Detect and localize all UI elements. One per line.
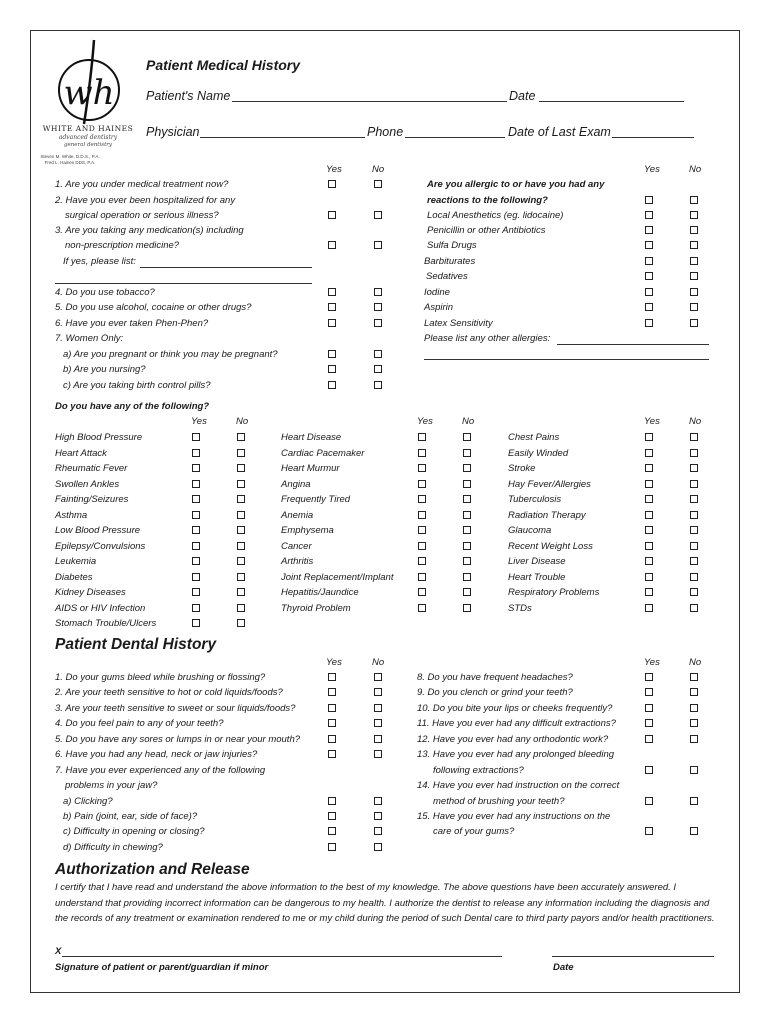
condition-yes-checkbox[interactable] (645, 495, 653, 503)
med-q1: 1. Are you under medical treatment now? (55, 179, 229, 190)
logo-monogram-icon (44, 38, 136, 126)
condition-label: Glaucoma (508, 525, 552, 536)
condition-label: Diabetes (55, 572, 93, 583)
condition-label: Swollen Ankles (55, 479, 120, 490)
med-q3-yes-checkbox[interactable] (328, 241, 336, 249)
condition-yes-checkbox[interactable] (192, 449, 200, 457)
condition-label: Heart Disease (281, 432, 342, 443)
med-q7c-yes-checkbox[interactable] (328, 381, 336, 389)
dental-yes-checkbox[interactable] (645, 719, 653, 727)
condition-label: Emphysema (281, 525, 334, 536)
col-no-2: No (689, 164, 702, 175)
physician-field[interactable] (200, 137, 365, 138)
condition-no-checkbox[interactable] (463, 464, 471, 472)
dental-q7: 7. Have you ever experienced any of the following (55, 765, 266, 776)
allergy-item: Aspirin (424, 302, 454, 313)
dental-no-checkbox[interactable] (374, 719, 382, 727)
dental-no-checkbox[interactable] (374, 735, 382, 743)
dental-yes-checkbox[interactable] (645, 827, 653, 835)
allergy-no-checkbox[interactable] (690, 319, 698, 327)
allergy-yes-checkbox[interactable] (645, 226, 653, 234)
condition-no-checkbox[interactable] (237, 526, 245, 534)
condition-yes-checkbox[interactable] (418, 480, 426, 488)
condition-label: Epilepsy/Convulsions (55, 541, 146, 552)
condition-label: Fainting/Seizures (55, 494, 129, 505)
med-q7c: c) Are you taking birth control pills? (63, 380, 211, 391)
cond-col-yes-3: Yes (644, 416, 660, 427)
allergy-question-1: Are you allergic to or have you had any (427, 179, 605, 190)
med-q1-yes-checkbox[interactable] (328, 180, 336, 188)
dental-q8: 8. Do you have frequent headaches? (417, 672, 573, 683)
dental-yes-checkbox[interactable] (645, 673, 653, 681)
dental-q7b: b) Pain (joint, ear, side of face)? (63, 811, 198, 822)
med-q5-no-checkbox[interactable] (374, 303, 382, 311)
medication-list-field[interactable] (140, 267, 312, 268)
condition-yes-checkbox[interactable] (418, 433, 426, 441)
dental-yes-checkbox[interactable] (645, 688, 653, 696)
logo-doctor-2: Fred L. Haines DDS, P.A. (44, 160, 96, 165)
condition-label: Heart Murmur (281, 463, 340, 474)
condition-no-checkbox[interactable] (463, 526, 471, 534)
dental-no-checkbox[interactable] (374, 673, 382, 681)
condition-label: Recent Weight Loss (508, 541, 593, 552)
other-allergies-field[interactable] (557, 344, 709, 345)
dental-yes-checkbox[interactable] (328, 797, 336, 805)
med-q3: 3. Are you taking any medication(s) including (55, 225, 244, 236)
condition-no-checkbox[interactable] (463, 542, 471, 550)
med-q7b-yes-checkbox[interactable] (328, 365, 336, 373)
dental-q13-cont: following extractions? (433, 765, 524, 776)
condition-no-checkbox[interactable] (463, 573, 471, 581)
dental-no-checkbox[interactable] (374, 750, 382, 758)
signature-date-label: Date (553, 962, 574, 973)
col-no-1: No (372, 164, 385, 175)
condition-label: Heart Trouble (508, 572, 566, 583)
condition-yes-checkbox[interactable] (418, 464, 426, 472)
condition-yes-checkbox[interactable] (418, 542, 426, 550)
allergy-no-checkbox[interactable] (690, 211, 698, 219)
practice-logo (40, 38, 136, 178)
conditions-heading: Do you have any of the following? (55, 401, 210, 412)
med-q7b-no-checkbox[interactable] (374, 365, 382, 373)
cond-col-no-3: No (689, 416, 702, 427)
condition-yes-checkbox[interactable] (192, 588, 200, 596)
condition-no-checkbox[interactable] (463, 604, 471, 612)
allergy-yes-checkbox[interactable] (645, 241, 653, 249)
dental-q12: 12. Have you ever had any orthodontic work? (417, 734, 609, 745)
col-yes-2: Yes (644, 164, 660, 175)
physician-label: Physician (146, 125, 200, 139)
logo-tagline-1: advanced dentistry (58, 134, 118, 141)
condition-label: Cancer (281, 541, 312, 552)
condition-yes-checkbox[interactable] (192, 619, 200, 627)
med-q7a: a) Are you pregnant or think you may be pregnant? (63, 349, 278, 360)
med-q4-no-checkbox[interactable] (374, 288, 382, 296)
auth-heading: Authorization and Release (55, 861, 250, 878)
allergy-no-checkbox[interactable] (690, 226, 698, 234)
condition-no-checkbox[interactable] (237, 433, 245, 441)
dental-q15-cont: care of your gums? (433, 826, 515, 837)
med-q5: 5. Do you use alcohol, cocaine or other drugs? (55, 302, 252, 313)
condition-label: Cardiac Pacemaker (281, 448, 365, 459)
condition-no-checkbox[interactable] (237, 480, 245, 488)
allergy-no-checkbox[interactable] (690, 257, 698, 265)
med-q1-no-checkbox[interactable] (374, 180, 382, 188)
condition-no-checkbox[interactable] (690, 542, 698, 550)
condition-yes-checkbox[interactable] (192, 604, 200, 612)
condition-label: Frequently Tired (281, 494, 351, 505)
condition-no-checkbox[interactable] (463, 511, 471, 519)
med-q7a-yes-checkbox[interactable] (328, 350, 336, 358)
condition-no-checkbox[interactable] (463, 449, 471, 457)
med-q7b: b) Are you nursing? (63, 364, 146, 375)
dental-yes-checkbox[interactable] (645, 704, 653, 712)
condition-label: Joint Replacement/Implant (281, 572, 394, 583)
condition-label: Chest Pains (508, 432, 560, 443)
med-q3-no-checkbox[interactable] (374, 241, 382, 249)
condition-label: Stomach Trouble/Ulcers (55, 618, 157, 629)
date-label: Date (509, 89, 536, 103)
condition-yes-checkbox[interactable] (192, 557, 200, 565)
med-q4-yes-checkbox[interactable] (328, 288, 336, 296)
condition-yes-checkbox[interactable] (192, 511, 200, 519)
cond-col-no-1: No (236, 416, 249, 427)
cond-col-yes-2: Yes (417, 416, 433, 427)
condition-yes-checkbox[interactable] (418, 604, 426, 612)
med-q4: 4. Do you use tobacco? (55, 287, 155, 298)
condition-label: Thyroid Problem (281, 603, 351, 614)
dental-no-checkbox[interactable] (690, 704, 698, 712)
condition-no-checkbox[interactable] (237, 449, 245, 457)
condition-no-checkbox[interactable] (463, 557, 471, 565)
allergy-item: Barbiturates (424, 256, 476, 267)
med-q2-yes-checkbox[interactable] (328, 211, 336, 219)
dental-q14: 14. Have you ever had instruction on the correct (417, 780, 620, 791)
condition-yes-checkbox[interactable] (192, 526, 200, 534)
med-q2-cont: surgical operation or serious illness? (65, 210, 219, 221)
condition-no-checkbox[interactable] (463, 495, 471, 503)
dental-no-checkbox[interactable] (374, 704, 382, 712)
condition-yes-checkbox[interactable] (192, 495, 200, 503)
condition-label: AIDS or HIV Infection (55, 603, 146, 614)
allergy-yes-checkbox[interactable] (645, 257, 653, 265)
allergy-item: Latex Sensitivity (424, 318, 493, 329)
allergy-yes-checkbox[interactable] (645, 211, 653, 219)
condition-yes-checkbox[interactable] (192, 433, 200, 441)
med-q2: 2. Have you ever been hospitalized for any (55, 195, 236, 206)
dental-col-no-1: No (372, 657, 385, 668)
allergy-no-checkbox[interactable] (690, 241, 698, 249)
other-allergies-label: Please list any other allergies: (424, 333, 551, 344)
condition-no-checkbox[interactable] (690, 495, 698, 503)
condition-no-checkbox[interactable] (237, 573, 245, 581)
med-q6: 6. Have you ever taken Phen-Phen? (55, 318, 209, 329)
dental-col-yes-2: Yes (644, 657, 660, 668)
col-yes-1: Yes (326, 164, 342, 175)
condition-yes-checkbox[interactable] (645, 480, 653, 488)
signature-field[interactable] (62, 956, 502, 957)
dental-no-checkbox[interactable] (374, 797, 382, 805)
med-q7a-no-checkbox[interactable] (374, 350, 382, 358)
condition-label: Anemia (281, 510, 314, 521)
allergy-no-checkbox[interactable] (690, 303, 698, 311)
allergy-no-checkbox[interactable] (690, 288, 698, 296)
allergy-yes-checkbox[interactable] (645, 272, 653, 280)
dental-q7a: a) Clicking? (63, 796, 113, 807)
dental-heading: Patient Dental History (55, 636, 217, 653)
dental-q14-cont: method of brushing your teeth? (433, 796, 565, 807)
condition-yes-checkbox[interactable] (192, 573, 200, 581)
condition-label: Liver Disease (508, 556, 566, 567)
condition-yes-checkbox[interactable] (645, 511, 653, 519)
condition-yes-checkbox[interactable] (192, 480, 200, 488)
condition-no-checkbox[interactable] (690, 480, 698, 488)
allergy-item: Iodine (424, 287, 450, 298)
condition-no-checkbox[interactable] (690, 526, 698, 534)
dental-q7-cont: problems in your jaw? (65, 780, 158, 791)
dental-no-checkbox[interactable] (690, 673, 698, 681)
signature-label: Signature of patient or parent/guardian if minor (55, 962, 269, 973)
med-q6-yes-checkbox[interactable] (328, 319, 336, 327)
allergy-no-checkbox[interactable] (690, 272, 698, 280)
condition-no-checkbox[interactable] (463, 433, 471, 441)
condition-yes-checkbox[interactable] (645, 588, 653, 596)
allergy-item: Sulfa Drugs (427, 240, 477, 251)
dental-no-checkbox[interactable] (374, 843, 382, 851)
med-q2-no-checkbox[interactable] (374, 211, 382, 219)
condition-no-checkbox[interactable] (237, 511, 245, 519)
condition-label: Asthma (55, 510, 88, 521)
logo-tagline-2: general dentistry (63, 142, 113, 148)
med-q7: 7. Women Only: (55, 333, 124, 344)
cond-col-no-2: No (462, 416, 475, 427)
dental-col-no-2: No (689, 657, 702, 668)
condition-yes-checkbox[interactable] (418, 449, 426, 457)
dental-yes-checkbox[interactable] (328, 812, 336, 820)
condition-label: Kidney Diseases (55, 587, 126, 598)
allergy-item: Sedatives (426, 271, 468, 282)
dental-no-checkbox[interactable] (690, 827, 698, 835)
condition-no-checkbox[interactable] (237, 604, 245, 612)
cond-col-yes-1: Yes (191, 416, 207, 427)
condition-no-checkbox[interactable] (237, 542, 245, 550)
condition-no-checkbox[interactable] (690, 464, 698, 472)
dental-q11: 11. Have you ever had any difficult extractions? (417, 718, 616, 729)
dental-no-checkbox[interactable] (690, 688, 698, 696)
dental-q2: 2. Are your teeth sensitive to hot or cold liquids/foods? (55, 687, 283, 698)
condition-yes-checkbox[interactable] (645, 557, 653, 565)
condition-no-checkbox[interactable] (237, 588, 245, 596)
condition-label: Tuberculosis (508, 494, 562, 505)
condition-yes-checkbox[interactable] (645, 604, 653, 612)
condition-yes-checkbox[interactable] (645, 464, 653, 472)
condition-yes-checkbox[interactable] (418, 511, 426, 519)
condition-label: STDs (508, 603, 532, 614)
date-field[interactable] (539, 101, 684, 102)
condition-no-checkbox[interactable] (690, 588, 698, 596)
signature-date-field[interactable] (552, 956, 714, 957)
condition-yes-checkbox[interactable] (418, 573, 426, 581)
allergy-reactions-no-checkbox[interactable] (690, 196, 698, 204)
dental-no-checkbox[interactable] (690, 735, 698, 743)
dental-yes-checkbox[interactable] (328, 688, 336, 696)
dental-q9: 9. Do you clench or grind your teeth? (417, 687, 573, 698)
condition-label: Hay Fever/Allergies (508, 479, 591, 490)
condition-label: Heart Attack (55, 448, 107, 459)
medication-list-field-2[interactable] (55, 283, 312, 284)
condition-yes-checkbox[interactable] (645, 526, 653, 534)
dental-no-checkbox[interactable] (690, 766, 698, 774)
dental-no-checkbox[interactable] (374, 827, 382, 835)
allergy-yes-checkbox[interactable] (645, 288, 653, 296)
dental-yes-checkbox[interactable] (328, 735, 336, 743)
condition-no-checkbox[interactable] (237, 495, 245, 503)
allergy-item: Penicillin or other Antibiotics (427, 225, 546, 236)
condition-label: Angina (281, 479, 311, 490)
dental-yes-checkbox[interactable] (328, 719, 336, 727)
condition-no-checkbox[interactable] (690, 433, 698, 441)
med-q3-list-label: If yes, please list: (63, 256, 136, 267)
condition-no-checkbox[interactable] (463, 588, 471, 596)
dental-yes-checkbox[interactable] (328, 827, 336, 835)
condition-label: Radiation Therapy (508, 510, 586, 521)
dental-q3: 3. Are your teeth sensitive to sweet or sour liquids/foods? (55, 703, 296, 714)
dental-q15: 15. Have you ever had any instructions on the (417, 811, 611, 822)
condition-yes-checkbox[interactable] (418, 495, 426, 503)
condition-label: Leukemia (55, 556, 97, 567)
other-allergies-field-2[interactable] (424, 359, 709, 360)
dental-q10: 10. Do you bite your lips or cheeks frequently? (417, 703, 613, 714)
phone-label: Phone (367, 125, 404, 139)
dental-q7d: d) Difficulty in chewing? (63, 842, 163, 853)
condition-label: High Blood Pressure (55, 432, 143, 443)
med-q5-yes-checkbox[interactable] (328, 303, 336, 311)
condition-yes-checkbox[interactable] (192, 464, 200, 472)
allergy-item: Local Anesthetics (eg. lidocaine) (427, 210, 564, 221)
condition-label: Low Blood Pressure (55, 525, 141, 536)
logo-doctor-1: Steven M. White, D.D.S., P.A. (40, 154, 100, 159)
signature-x-mark: X (55, 946, 62, 957)
condition-yes-checkbox[interactable] (418, 557, 426, 565)
condition-label: Hepatitis/Jaundice (281, 587, 359, 598)
condition-no-checkbox[interactable] (690, 557, 698, 565)
dental-yes-checkbox[interactable] (645, 735, 653, 743)
dental-q5: 5. Do you have any sores or lumps in or near your mouth? (55, 734, 301, 745)
condition-label: Respiratory Problems (508, 587, 600, 598)
dental-q13: 13. Have you ever had any prolonged bleeding (417, 749, 615, 760)
med-q3-cont: non-prescription medicine? (65, 240, 180, 251)
dental-q4: 4. Do you feel pain to any of your teeth? (55, 718, 224, 729)
condition-yes-checkbox[interactable] (645, 573, 653, 581)
logo-brand: WHITE AND HAINES (42, 124, 134, 133)
dental-yes-checkbox[interactable] (328, 673, 336, 681)
allergy-question-2: reactions to the following? (427, 195, 548, 206)
last-exam-field[interactable] (612, 137, 694, 138)
dental-no-checkbox[interactable] (374, 688, 382, 696)
patient-name-field[interactable] (232, 101, 507, 102)
last-exam-label: Date of Last Exam (508, 125, 611, 139)
form-title: Patient Medical History (146, 57, 301, 73)
med-q7c-no-checkbox[interactable] (374, 381, 382, 389)
condition-no-checkbox[interactable] (237, 464, 245, 472)
condition-yes-checkbox[interactable] (645, 433, 653, 441)
logo-monogram-text: wh (63, 73, 115, 113)
dental-yes-checkbox[interactable] (328, 704, 336, 712)
condition-no-checkbox[interactable] (237, 557, 245, 565)
condition-no-checkbox[interactable] (237, 619, 245, 627)
condition-label: Stroke (508, 463, 536, 474)
phone-field[interactable] (405, 137, 505, 138)
auth-text: I certify that I have read and understand the above information to the best of my knowledge. The above questions have been accurately answered. I understand that providing incorrect information can be dangerous to my health. I authorize the dentist to release any information including the diagnosis and the records of any treatment or examination rendered to me or my child during the period of such Dental care to third party payors and/or health practitioners. (55, 882, 715, 925)
condition-no-checkbox[interactable] (463, 480, 471, 488)
condition-no-checkbox[interactable] (690, 449, 698, 457)
dental-q7c: c) Difficulty in opening or closing? (63, 826, 205, 837)
dental-no-checkbox[interactable] (374, 812, 382, 820)
dental-q1: 1. Do your gums bleed while brushing or flossing? (55, 672, 266, 683)
condition-no-checkbox[interactable] (690, 573, 698, 581)
med-q6-no-checkbox[interactable] (374, 319, 382, 327)
condition-label: Rheumatic Fever (55, 463, 128, 474)
condition-no-checkbox[interactable] (690, 604, 698, 612)
allergy-yes-checkbox[interactable] (645, 319, 653, 327)
condition-yes-checkbox[interactable] (192, 542, 200, 550)
dental-yes-checkbox[interactable] (328, 843, 336, 851)
allergy-yes-checkbox[interactable] (645, 303, 653, 311)
condition-yes-checkbox[interactable] (418, 588, 426, 596)
dental-yes-checkbox[interactable] (645, 797, 653, 805)
condition-yes-checkbox[interactable] (645, 542, 653, 550)
condition-yes-checkbox[interactable] (418, 526, 426, 534)
dental-col-yes-1: Yes (326, 657, 342, 668)
dental-q6: 6. Have you had any head, neck or jaw injuries? (55, 749, 258, 760)
dental-no-checkbox[interactable] (690, 719, 698, 727)
allergy-reactions-yes-checkbox[interactable] (645, 196, 653, 204)
patient-name-label: Patient's Name (146, 89, 231, 103)
dental-no-checkbox[interactable] (690, 797, 698, 805)
condition-no-checkbox[interactable] (690, 511, 698, 519)
dental-yes-checkbox[interactable] (645, 766, 653, 774)
condition-label: Arthritis (281, 556, 314, 567)
condition-label: Easily Winded (508, 448, 569, 459)
dental-yes-checkbox[interactable] (328, 750, 336, 758)
condition-yes-checkbox[interactable] (645, 449, 653, 457)
